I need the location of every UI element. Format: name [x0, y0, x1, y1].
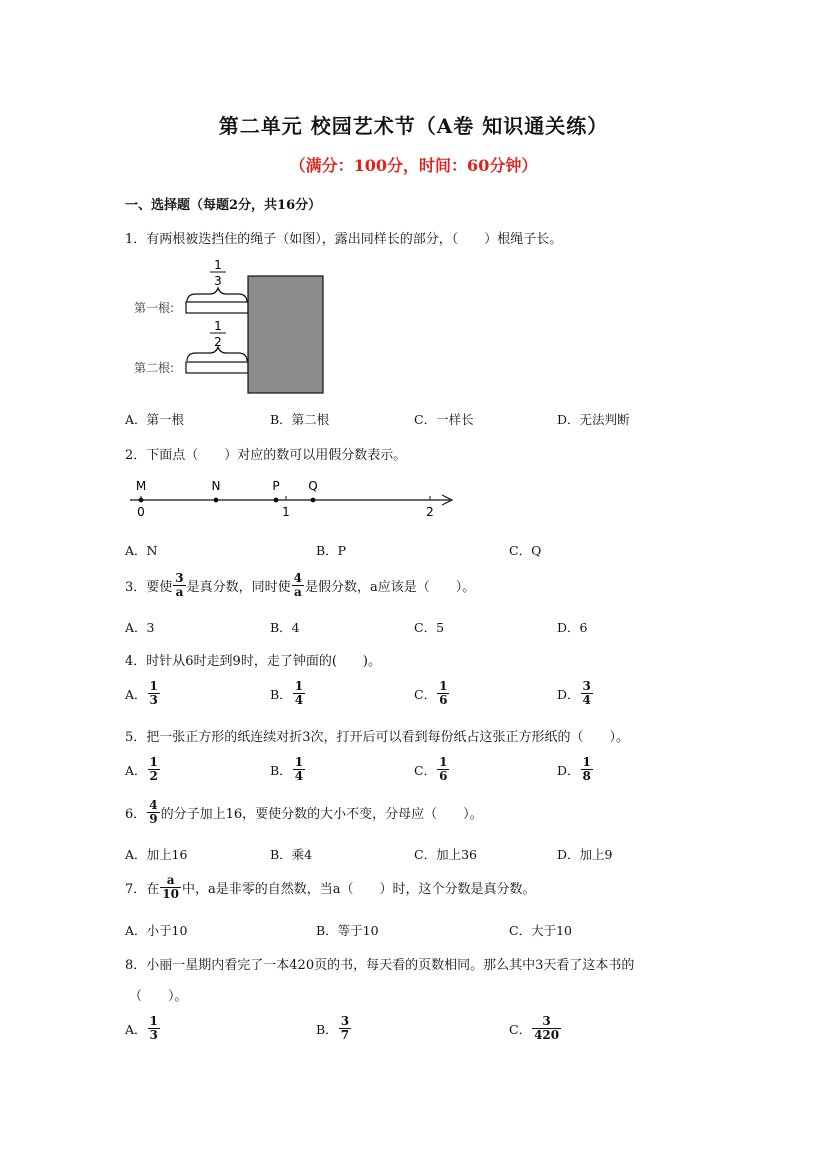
question-1-stem: 1．有两根被迭挡住的绳子（如图），露出同样长的部分，（ ）根绳子长。 — [125, 232, 563, 247]
point-n — [214, 498, 219, 503]
question-2-stem: 2．下面点（ ）对应的数可以用假分数表示。 — [125, 448, 407, 463]
q4-option-a[interactable]: A． $\frac{1}{3}$ — [125, 679, 158, 707]
figure-frac2-den: 2 — [214, 335, 222, 349]
q6-option-a[interactable]: A．加上16 — [125, 847, 188, 862]
figure-brace-1 — [187, 288, 247, 302]
q3-option-c[interactable]: C．5 — [414, 620, 445, 635]
point-label-q: Q — [308, 479, 318, 493]
q5-option-d[interactable]: D． $\frac{1}{8}$ — [557, 755, 591, 783]
q5-option-a[interactable]: A． $\frac{1}{2}$ — [125, 755, 158, 783]
q6-fraction: $\frac{4}{9}$ — [149, 798, 158, 826]
figure-rope-1 — [186, 302, 248, 313]
point-p — [274, 498, 279, 503]
section-heading: 一、选择题（每题2分，共16分） — [125, 198, 322, 213]
q8-option-b[interactable]: B． $\frac{3}{7}$ — [316, 1014, 350, 1042]
q3-option-a[interactable]: A．3 — [125, 620, 155, 635]
q3-fraction-1: $\frac{3}{a}$ — [175, 571, 184, 599]
q6-option-c[interactable]: C．加上36 — [414, 847, 477, 862]
q5-option-b[interactable]: B． $\frac{1}{4}$ — [270, 755, 304, 783]
q3-option-d[interactable]: D．6 — [557, 620, 588, 635]
figure-label-2: 第二根: — [134, 361, 175, 375]
page-title: 第二单元 校园艺术节（A卷 知识通关练） — [218, 114, 609, 138]
figure-label-1: 第一根: — [134, 301, 175, 315]
q4-option-c[interactable]: C． $\frac{1}{6}$ — [414, 679, 448, 707]
q7-fraction: $\frac{a}{10}$ — [162, 873, 179, 901]
q1-option-d[interactable]: D．无法判断 — [557, 412, 630, 427]
q4-option-b[interactable]: B． $\frac{1}{4}$ — [270, 679, 304, 707]
q2-option-c[interactable]: C．Q — [509, 543, 542, 558]
q2-option-b[interactable]: B．P — [316, 543, 347, 558]
q8-option-a[interactable]: A． $\frac{1}{3}$ — [125, 1014, 158, 1042]
tick-label-2: 2 — [426, 505, 434, 519]
q7-option-b[interactable]: B．等于10 — [316, 923, 379, 938]
q2-option-a[interactable]: A．N — [125, 543, 158, 558]
number-line — [120, 474, 460, 522]
q3-prefix: 3．要使 — [125, 580, 173, 595]
q3-fraction-2: $\frac{4}{a}$ — [293, 571, 303, 599]
point-label-p: P — [272, 479, 280, 493]
q1-option-b[interactable]: B．第二根 — [270, 412, 330, 427]
point-m — [139, 498, 144, 503]
question-5-stem: 5．把一张正方形的纸连续对折3次，打开后可以看到每份纸占这张正方形纸的（ ）。 — [125, 730, 630, 745]
question-6-stem: 6． $\frac{4}{9}$ 的分子加上16，要使分数的大小不变，分母应（ ）。 — [125, 798, 483, 826]
point-q — [311, 498, 316, 503]
q6-option-d[interactable]: D．加上9 — [557, 847, 613, 862]
q3-option-b[interactable]: B．4 — [270, 620, 300, 635]
figure-cover-block — [248, 276, 323, 393]
q7-option-c[interactable]: C．大于10 — [509, 923, 572, 938]
question-8-stem-line-2: （ ）。 — [129, 989, 188, 1004]
figure-frac1-den: 3 — [214, 274, 222, 288]
q5-option-c[interactable]: C． $\frac{1}{6}$ — [414, 755, 448, 783]
point-label-n: N — [211, 479, 221, 493]
figure-frac1-num: 1 — [214, 258, 222, 272]
point-label-m: M — [135, 479, 147, 493]
q8-option-c[interactable]: C． $\frac{3}{420}$ — [509, 1014, 560, 1042]
q7-option-a[interactable]: A．小于10 — [125, 923, 188, 938]
question-3-stem — [125, 572, 475, 599]
question-8-stem-line-1: 8．小丽一星期内看完了一本420页的书，每天看的页数相同。那么其中3天看了这本书的 — [125, 958, 635, 973]
question-7-stem: 7．在 $\frac{a}{10}$ 中，a是非零的自然数，当a（ ）时，这个分数是真分数。 — [125, 873, 536, 901]
figure-frac2-num: 1 — [214, 319, 222, 333]
q3-middle: 是真分数，同时使 — [186, 580, 291, 595]
question-1-figure — [130, 255, 330, 395]
page-subtitle: （满分：100分，时间：60分钟） — [289, 156, 538, 175]
q3-suffix: 是假分数，a应该是（ ）。 — [305, 580, 476, 595]
q4-option-d[interactable]: D． $\frac{3}{4}$ — [557, 679, 591, 707]
q6-option-b[interactable]: B．乘4 — [270, 847, 313, 862]
question-4-stem: 4．时针从6时走到9时，走了钟面的( )。 — [125, 654, 381, 669]
figure-rope-2 — [186, 362, 248, 373]
q1-option-c[interactable]: C．一样长 — [414, 412, 474, 427]
tick-label-0: 0 — [137, 505, 145, 519]
figure-brace-2 — [187, 347, 247, 361]
q1-option-a[interactable]: A．第一根 — [125, 412, 185, 427]
tick-label-1: 1 — [282, 505, 290, 519]
